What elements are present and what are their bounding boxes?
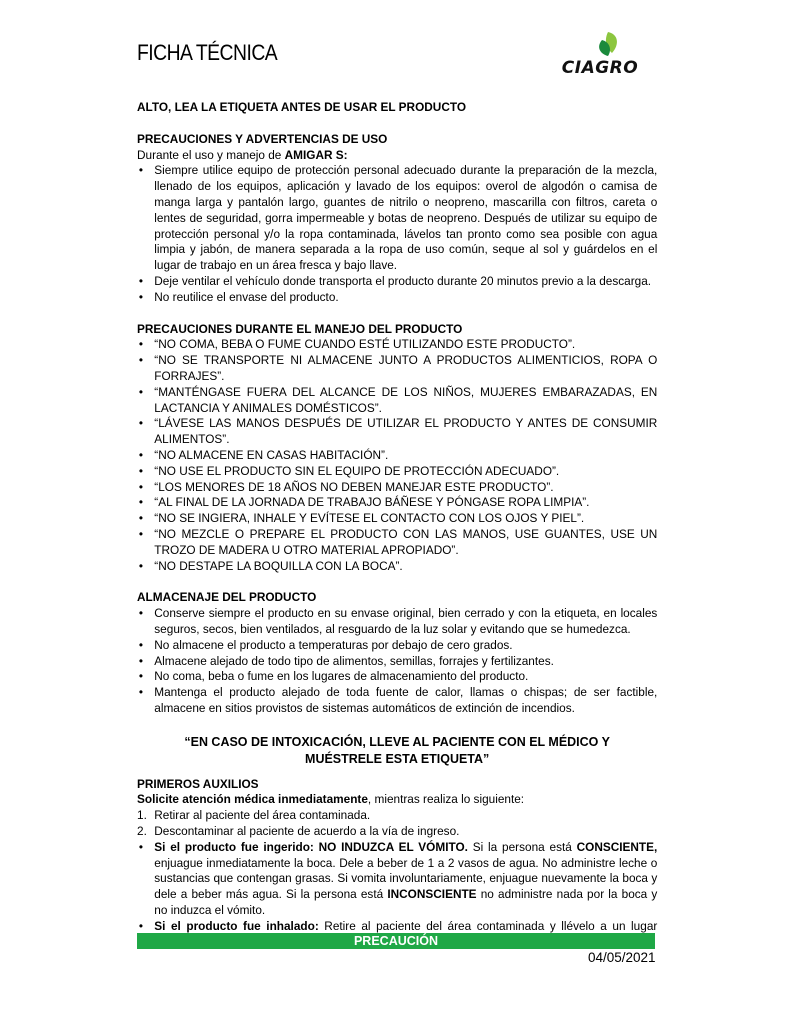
- handling-list: [137, 337, 657, 574]
- list-item: • Deje ventilar el vehículo donde transporta el producto durante 20 minutos previo a la descarga.: [137, 274, 657, 290]
- list-item: • “LÁVESE LAS MANOS DESPUÉS DE UTILIZAR EL PRODUCTO Y ANTES DE CONSUMIR ALIMENTOS”.: [137, 416, 657, 448]
- list-item: • No reutilice el envase del producto.: [137, 290, 657, 306]
- list-item: • “NO DESTAPE LA BOQUILLA CON LA BOCA”.: [137, 559, 657, 575]
- list-item: • No coma, beba o fume en los lugares de almacenamiento del producto.: [137, 669, 657, 685]
- list-item: • Mantenga el producto alejado de toda fuente de calor, llamas o chispas; de ser factible, almacene en sitios provistos de sistemas automáticos de extinción de incendios.: [137, 685, 657, 717]
- list-item: 1. Retirar al paciente del área contaminada.: [137, 808, 371, 823]
- first-aid-steps: [137, 808, 657, 840]
- list-item: • Si el producto fue ingerido: NO INDUZCA EL VÓMITO. Si la persona está CONSCIENTE, enjuague inmediatamente la boca. Dele a beber de 1 a 2 vasos de agua. No administre leche o sustancias que contengan grasas. Si vomita involuntariamente, enjuague nuevamente la boca y dele a beber más agua. Si la persona está INCONSCIENTE no administre nada por la boca y no induzca el vómito.: [137, 840, 657, 919]
- storage-heading: ALMACENAJE DEL PRODUCTO: [137, 590, 317, 605]
- precautions-intro: Durante el uso y manejo de AMIGAR S:: [137, 147, 348, 162]
- document-body: [137, 100, 657, 950]
- storage-list: [137, 606, 657, 717]
- document-date: 04/05/2021: [588, 950, 656, 965]
- list-item: • “NO SE INGIERA, INHALE Y EVÍTESE EL CONTACTO CON LOS OJOS Y PIEL”.: [137, 511, 657, 527]
- list-item: • Si el producto fue inhalado: Retire al paciente del área contaminada y llévelo a un lugar: [137, 919, 657, 951]
- handling-heading: PRECAUCIONES DURANTE EL MANEJO DEL PRODUCTO: [137, 321, 463, 336]
- list-item: • “NO ALMACENE EN CASAS HABITACIÓN”.: [137, 448, 657, 464]
- list-item: 2. Descontaminar al paciente de acuerdo a la vía de ingreso.: [137, 824, 460, 839]
- list-item: • No almacene el producto a temperaturas por debajo de cero grados.: [137, 638, 657, 654]
- list-item: • “NO COMA, BEBA O FUME CUANDO ESTÉ UTILIZANDO ESTE PRODUCTO”.: [137, 337, 657, 353]
- first-aid-intro: Solicite atención médica inmediatamente, mientras realiza lo siguiente:: [137, 792, 525, 807]
- ciagro-logo: [546, 26, 654, 76]
- logo-text: CIAGRO: [561, 58, 639, 76]
- caution-bar: PRECAUCIÓN: [137, 933, 655, 949]
- page-title: FICHA TÉCNICA: [137, 40, 278, 65]
- precautions-list: [137, 163, 657, 305]
- intoxication-notice: “EN CASO DE INTOXICACIÓN, LLEVE AL PACIENTE CON EL MÉDICO Y MUÉSTRELE ESTA ETIQUETA”: [184, 733, 610, 766]
- list-item: • “NO SE TRANSPORTE NI ALMACENE JUNTO A PRODUCTOS ALIMENTICIOS, ROPA O FORRAJES”.: [137, 353, 657, 385]
- list-item: • Siempre utilice equipo de protección personal adecuado durante la preparación de la mezcla, llenado de los equipos, aplicación y lavado de los equipos: overol de algodón o camisa de manga larga y pantalón largo, guantes de nitrilo o neopreno, mascarilla con filtros, careta o lentes de seguridad, gorra impermeable y botas de neopreno. Después de utilizar su equipo de protección personal y/o la ropa contaminada, lávelos tan pronto como sea posible con agua limpia y jabón, de manera separada a la ropa de uso común, seque al sol y guárdelos en el lugar de trabajo en un área fresca y bajo llave.: [137, 163, 657, 274]
- list-item: • “LOS MENORES DE 18 AÑOS NO DEBEN MANEJAR ESTE PRODUCTO”.: [137, 480, 657, 496]
- list-item: • “NO MEZCLE O PREPARE EL PRODUCTO CON LAS MANOS, USE GUANTES, USE UN TROZO DE MADERA U OTRO MATERIAL APROPIADO”.: [137, 527, 657, 559]
- list-item: • “NO USE EL PRODUCTO SIN EL EQUIPO DE PROTECCIÓN ADECUADO”.: [137, 464, 657, 480]
- warning-title: ALTO, LEA LA ETIQUETA ANTES DE USAR EL PRODUCTO: [137, 100, 467, 114]
- list-item: • Almacene alejado de todo tipo de alimentos, semillas, forrajes y fertilizantes.: [137, 654, 657, 670]
- list-item: • “MANTÉNGASE FUERA DEL ALCANCE DE LOS NIÑOS, MUJERES EMBARAZADAS, EN LACTANCIA Y ANIMALES DOMÉSTICOS”.: [137, 385, 657, 417]
- precautions-heading: PRECAUCIONES Y ADVERTENCIAS DE USO: [137, 131, 388, 146]
- list-item: • “AL FINAL DE LA JORNADA DE TRABAJO BÁÑESE Y PÓNGASE ROPA LIMPIA”.: [137, 495, 657, 511]
- first-aid-heading: PRIMEROS AUXILIOS: [137, 776, 259, 791]
- list-item: • Conserve siempre el producto en su envase original, bien cerrado y con la etiqueta, en locales seguros, secos, bien ventilados, al resguardo de la luz solar y evitando que se humedezca.: [137, 606, 657, 638]
